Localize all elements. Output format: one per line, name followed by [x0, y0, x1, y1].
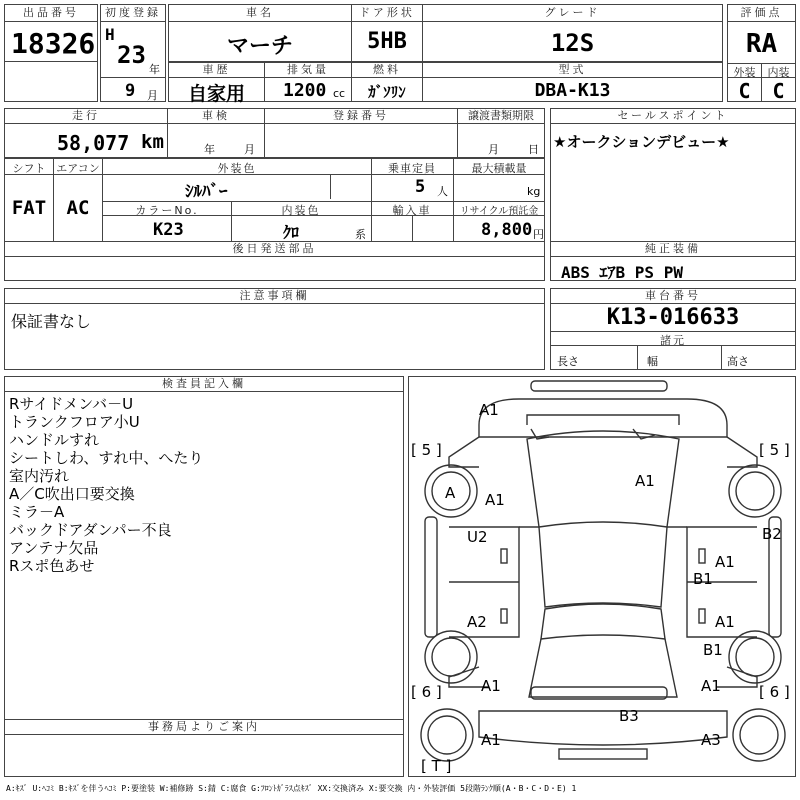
transfer-month-unit: 月	[488, 143, 499, 156]
person-unit: 人	[437, 185, 448, 198]
aircon: AC	[66, 197, 90, 219]
score: RA	[745, 29, 778, 59]
cc-unit: cc	[333, 87, 346, 100]
damage-mark: A	[445, 484, 456, 502]
office-label: 事務局よりご案内	[5, 720, 403, 735]
car-name-box	[168, 4, 352, 62]
damage-mark: A1	[715, 613, 735, 631]
score-box	[727, 4, 796, 102]
inspector-line: トランクフロア小U	[9, 413, 140, 431]
displacement-box	[264, 62, 352, 102]
model: DBA-K13	[534, 80, 611, 101]
reg-year: 23	[117, 41, 146, 69]
inspector-line: バックドアダンパー不良	[9, 521, 172, 539]
inspector-line: 室内汚れ	[9, 467, 70, 485]
car-name: マーチ	[226, 34, 293, 59]
lot-box	[4, 4, 98, 102]
damage-mark: A1	[481, 731, 501, 749]
displacement: 1200	[283, 80, 327, 101]
equipment-label: 純正装備	[551, 242, 795, 257]
model-label: 型式	[423, 63, 722, 78]
lot-label: 出品番号	[5, 5, 97, 22]
inspector-notes	[9, 395, 399, 575]
height-label: 高さ	[727, 355, 749, 368]
inspector-line: A／C吹出口要交換	[9, 485, 135, 503]
damage-mark: A1	[701, 677, 721, 695]
grade-label: グレード	[423, 5, 722, 22]
month-unit: 月	[147, 89, 158, 102]
sales-point: ★オークションデビュー★	[553, 133, 730, 151]
bracket-label: [ 5 ]	[759, 441, 790, 459]
inspector-line: Rサイドメンバ－U	[9, 395, 134, 413]
grade: 12S	[550, 29, 595, 57]
bracket-label: [ 6 ]	[759, 683, 790, 701]
damage-mark: A1	[485, 491, 505, 509]
kg-unit: kg	[527, 185, 541, 198]
kei-unit: 系	[355, 228, 366, 241]
ext-color: ｼﾙﾊﾞｰ	[185, 182, 228, 202]
history-label: 車歴	[169, 63, 264, 78]
damage-mark: B1	[703, 641, 723, 659]
mileage-box	[4, 108, 168, 158]
inspector-line: アンテナ欠品	[9, 539, 99, 557]
inspector-line: ミラ－A	[9, 503, 65, 521]
model-box	[422, 62, 723, 102]
car-diagram-svg	[409, 377, 797, 778]
import-label: 輸入車	[392, 204, 432, 217]
damage-mark: A1	[715, 553, 735, 571]
sales-label: セールスポイント	[551, 109, 795, 124]
score-label: 評価点	[728, 5, 795, 22]
first-reg-label: 初度登録	[101, 5, 165, 22]
legend: A:ｷｽﾞ U:ﾍｺﾐ B:ｷｽﾞを伴うﾍｺﾐ P:要塗装 W:補修跡 S:錆 C:腐食 G:ﾌﾛﾝﾄｶﾞﾗｽ点ｷｽﾞ XX:交換済み X:要交換 内・外装評価 5段階ﾗﾝｸ順(A・B・C・D・E) 1	[6, 784, 577, 793]
int-color-label: 内装色	[281, 204, 321, 217]
later-parts-label: 後日発送部品	[5, 242, 544, 257]
insp-year-unit: 年	[204, 143, 215, 156]
fuel-label: 燃料	[352, 63, 422, 78]
bracket-label: [ 5 ]	[411, 441, 442, 459]
chassis-box	[550, 288, 796, 370]
first-reg-box	[100, 4, 166, 102]
door-box	[351, 4, 423, 62]
caution-text: 保証書なし	[11, 312, 92, 331]
ext-grade: C	[738, 79, 751, 103]
damage-mark: A1	[635, 472, 655, 490]
yen-unit: 円	[533, 228, 544, 241]
caution-label: 注意事項欄	[5, 289, 544, 304]
damage-diagram	[408, 376, 796, 777]
capacity-label: 乗車定員	[388, 162, 436, 175]
damage-mark: U2	[467, 528, 488, 546]
inspector-line: ハンドルすれ	[9, 431, 100, 449]
damage-mark: B1	[693, 570, 713, 588]
inspector-label: 検査員記入欄	[5, 377, 403, 392]
mileage-label: 走行	[5, 109, 167, 124]
damage-mark: B3	[619, 707, 639, 725]
caution-box	[4, 288, 545, 370]
km-unit: km	[141, 131, 164, 153]
door-type: 5HB	[367, 29, 407, 54]
inspection-label: 車検	[168, 109, 264, 124]
inspector-line: Rスポ色あせ	[9, 557, 95, 575]
int-grade: C	[772, 79, 785, 103]
fuel: ｶﾞｿﾘﾝ	[368, 83, 406, 101]
door-label: ドア形状	[352, 5, 422, 22]
max-load-label: 最大積載量	[471, 162, 527, 175]
history: 自家用	[187, 83, 245, 105]
office-box	[4, 719, 404, 777]
capacity: 5	[415, 177, 426, 197]
bracket-label: [ T ]	[421, 757, 452, 775]
width-label: 幅	[647, 355, 658, 368]
history-box	[168, 62, 265, 105]
grade-box	[422, 4, 723, 62]
inspector-line: シートしわ、すれ中、へたり	[9, 449, 204, 467]
bracket-label: [ 6 ]	[411, 683, 442, 701]
transfer-label: 譲渡書類期限	[458, 109, 544, 124]
damage-mark: A1	[481, 677, 501, 695]
inspector-box	[4, 376, 404, 720]
insp-month-unit: 月	[244, 143, 255, 156]
inspection-box	[167, 108, 265, 158]
chassis-label: 車台番号	[551, 289, 795, 304]
lot-number: 18326	[11, 27, 96, 60]
reg-no-box	[264, 108, 458, 158]
displacement-label: 排気量	[265, 63, 351, 78]
mileage: 58,077	[57, 131, 130, 155]
int-color: ｸﾛ	[283, 223, 300, 242]
later-parts-box	[4, 241, 545, 281]
transfer-day-unit: 日	[528, 143, 539, 156]
recycle-label: リサイクル預託金	[459, 206, 539, 217]
int-label: 内装	[767, 66, 790, 79]
aircon-label: エアコン	[56, 162, 100, 175]
ext-label: 外装	[733, 66, 756, 79]
color-no: K23	[153, 220, 184, 240]
equipment: ABS ｴｱB PS PW	[561, 263, 683, 282]
reg-no-label: 登録番号	[265, 109, 457, 124]
damage-mark: A3	[701, 731, 721, 749]
shift: FAT	[11, 197, 47, 219]
sales-box	[550, 108, 796, 242]
recycle: 8,800	[481, 220, 533, 240]
era: H	[105, 25, 115, 44]
transfer-box	[457, 108, 545, 158]
shift-label: シフト	[12, 162, 46, 175]
damage-mark: B2	[762, 525, 782, 543]
fuel-box	[351, 62, 423, 102]
reg-month: 9	[125, 81, 136, 101]
ext-color-label: 外装色	[217, 162, 257, 175]
car-name-label: 車名	[169, 5, 351, 22]
year-unit: 年	[149, 63, 160, 76]
color-no-label: カラーNo.	[135, 204, 199, 217]
damage-mark: A2	[467, 613, 487, 631]
chassis-number: K13-016633	[606, 305, 740, 330]
equipment-box	[550, 241, 796, 281]
damage-mark: A1	[479, 401, 499, 419]
spec-label: 諸元	[660, 334, 686, 347]
length-label: 長さ	[557, 355, 579, 368]
spec-grid	[4, 158, 545, 242]
